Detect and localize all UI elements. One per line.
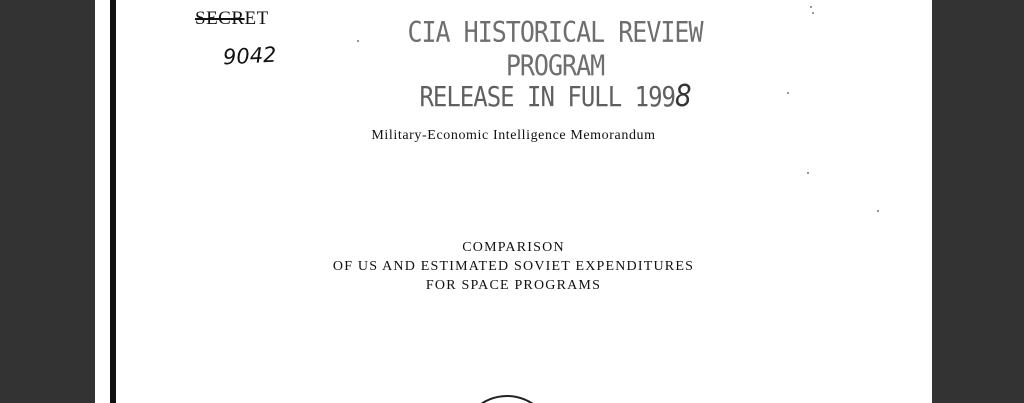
scan-speck [807,172,809,174]
release-stamp-line2 [385,80,725,115]
release-stamp-line2-text: RELEASE IN FULL 199 [419,80,675,114]
classification-marking [195,8,269,30]
title-line-2: OF US AND ESTIMATED SOVIET EXPENDITURES [332,259,695,274]
handwritten-document-number: 9042 [222,42,278,70]
release-stamp-line1: CIA HISTORICAL REVIEW PROGRAM [407,15,703,83]
document-page [95,0,932,403]
classification-struck-text: SECR [195,8,245,29]
release-stamp-handwritten-digit: 8 [675,79,691,115]
scan-speck [877,210,879,212]
memo-type-heading: Military-Economic Intelligence Memorandum [371,128,656,143]
scan-speck [357,40,359,42]
scan-speck [810,6,812,8]
scan-edge-bar [110,0,116,403]
scan-speck [787,92,789,94]
scan-speck [812,12,814,14]
release-stamp [385,15,725,115]
seal-emblem [460,395,554,403]
classification-remaining-text: ET [244,8,269,29]
title-line-3: FOR SPACE PROGRAMS [425,278,602,293]
document-title [95,238,932,295]
title-line-1: COMPARISON [462,240,565,255]
